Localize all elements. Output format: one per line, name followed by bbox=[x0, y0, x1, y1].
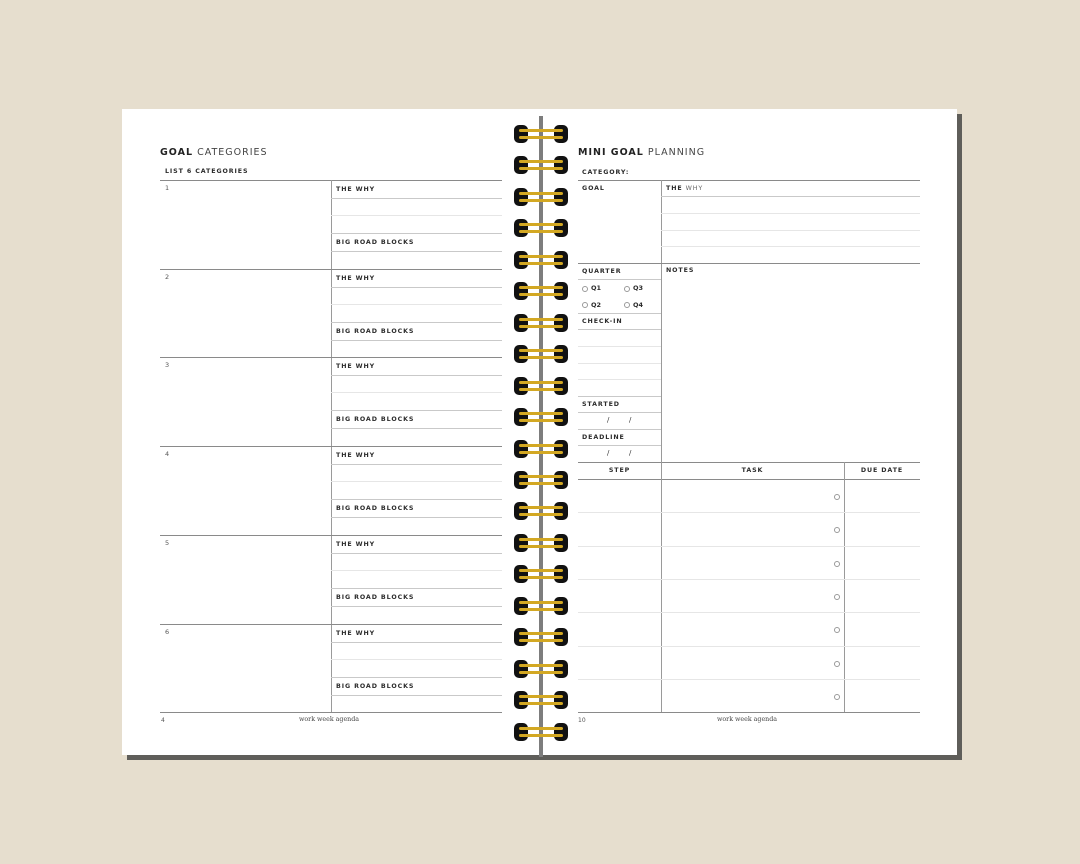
category-number: 6 bbox=[165, 628, 170, 636]
ring-wire bbox=[519, 223, 563, 226]
ring-end bbox=[554, 534, 568, 552]
roadblocks-rule bbox=[331, 588, 502, 589]
top-rule bbox=[578, 180, 920, 181]
title-light: PLANNING bbox=[647, 147, 706, 158]
why-rule bbox=[331, 375, 502, 376]
ring-end bbox=[514, 282, 528, 300]
ring-end bbox=[514, 188, 528, 206]
ring-end bbox=[514, 377, 528, 395]
ring-wire bbox=[519, 419, 563, 422]
row-line bbox=[578, 679, 920, 680]
q3-label: Q3 bbox=[633, 284, 644, 292]
q4-label: Q4 bbox=[633, 301, 644, 309]
ring-end bbox=[514, 314, 528, 332]
binding-ring bbox=[514, 156, 568, 174]
big-road-blocks-label: BIG ROAD BLOCKS bbox=[336, 328, 415, 335]
quarter-rule bbox=[578, 279, 661, 280]
why-bold: THE bbox=[666, 185, 683, 192]
binding-ring bbox=[514, 660, 568, 678]
ring-wire bbox=[519, 734, 563, 737]
ring-wire bbox=[519, 349, 563, 352]
binding-ring bbox=[514, 723, 568, 741]
checkin-line[interactable] bbox=[578, 363, 661, 364]
roadblocks-line[interactable] bbox=[331, 428, 502, 429]
why-rule bbox=[331, 553, 502, 554]
ring-wire bbox=[519, 192, 563, 195]
roadblocks-line[interactable] bbox=[331, 517, 502, 518]
deadline-label: DEADLINE bbox=[582, 434, 625, 441]
category-entry-field[interactable] bbox=[161, 181, 330, 267]
row-line bbox=[578, 646, 920, 647]
ring-end bbox=[514, 502, 528, 520]
binding-ring bbox=[514, 125, 568, 143]
binding-ring bbox=[514, 597, 568, 615]
binding-ring bbox=[514, 534, 568, 552]
ring-end bbox=[554, 502, 568, 520]
ring-wire bbox=[519, 639, 563, 642]
binding-ring bbox=[514, 565, 568, 583]
ring-end bbox=[514, 156, 528, 174]
ring-end bbox=[514, 534, 528, 552]
checkin-rule bbox=[578, 313, 661, 314]
q2-checkbox[interactable] bbox=[582, 302, 588, 308]
binding-ring bbox=[514, 188, 568, 206]
task-checkbox[interactable] bbox=[834, 661, 840, 667]
ring-wire bbox=[519, 664, 563, 667]
ring-wire bbox=[519, 671, 563, 674]
why-line[interactable] bbox=[331, 481, 502, 482]
table-bottom-rule bbox=[578, 712, 920, 713]
ring-wire bbox=[519, 451, 563, 454]
roadblocks-line[interactable] bbox=[331, 606, 502, 607]
deadline-rule bbox=[578, 445, 661, 446]
date-slash: / bbox=[607, 449, 610, 457]
ring-wire bbox=[519, 129, 563, 132]
goal-label: GOAL bbox=[582, 185, 605, 192]
started-rule bbox=[578, 396, 661, 397]
ring-end bbox=[514, 440, 528, 458]
ring-wire bbox=[519, 482, 563, 485]
ring-wire bbox=[519, 608, 563, 611]
ring-wire bbox=[519, 199, 563, 202]
roadblocks-rule bbox=[331, 322, 502, 323]
row-line bbox=[578, 546, 920, 547]
ring-end bbox=[514, 345, 528, 363]
the-why-label: THE WHY bbox=[336, 452, 376, 459]
ring-end bbox=[514, 565, 528, 583]
ring-wire bbox=[519, 388, 563, 391]
why-rule bbox=[331, 642, 502, 643]
ring-wire bbox=[519, 381, 563, 384]
why-rule bbox=[331, 198, 502, 199]
why-rule bbox=[661, 196, 920, 197]
col-due-date: DUE DATE bbox=[860, 467, 904, 474]
category-number: 3 bbox=[165, 361, 170, 369]
category-label: CATEGORY: bbox=[582, 169, 630, 176]
binding-ring bbox=[514, 282, 568, 300]
ring-end bbox=[554, 723, 568, 741]
col-step: STEP bbox=[608, 467, 631, 474]
category-number: 2 bbox=[165, 273, 170, 281]
started-rule bbox=[578, 412, 661, 413]
roadblocks-rule bbox=[331, 677, 502, 678]
binding-ring bbox=[514, 471, 568, 489]
the-why-label: THE WHY bbox=[336, 630, 376, 637]
ring-wire bbox=[519, 325, 563, 328]
q4-checkbox[interactable] bbox=[624, 302, 630, 308]
ring-wire bbox=[519, 412, 563, 415]
checkin-label: CHECK-IN bbox=[582, 318, 623, 325]
ring-end bbox=[514, 251, 528, 269]
category-entry-field[interactable] bbox=[161, 358, 330, 444]
ring-end bbox=[554, 377, 568, 395]
ring-wire bbox=[519, 262, 563, 265]
ring-end bbox=[554, 314, 568, 332]
why-line[interactable] bbox=[331, 304, 502, 305]
big-road-blocks-label: BIG ROAD BLOCKS bbox=[336, 505, 415, 512]
title-bold: MINI GOAL bbox=[578, 147, 644, 158]
q1-checkbox[interactable] bbox=[582, 286, 588, 292]
big-road-blocks-label: BIG ROAD BLOCKS bbox=[336, 594, 415, 601]
ring-end bbox=[554, 345, 568, 363]
ring-end bbox=[554, 219, 568, 237]
binding-ring bbox=[514, 314, 568, 332]
ring-wire bbox=[519, 538, 563, 541]
why-line[interactable] bbox=[331, 392, 502, 393]
quarter-label: QUARTER bbox=[582, 268, 622, 275]
ring-end bbox=[514, 597, 528, 615]
started-label: STARTED bbox=[582, 401, 620, 408]
page-number: 4 bbox=[161, 717, 165, 724]
ring-wire bbox=[519, 601, 563, 604]
category-entry-field[interactable] bbox=[161, 270, 330, 356]
ring-wire bbox=[519, 318, 563, 321]
why-rule bbox=[331, 287, 502, 288]
ring-wire bbox=[519, 695, 563, 698]
date-slash: / bbox=[607, 416, 610, 424]
big-road-blocks-label: BIG ROAD BLOCKS bbox=[336, 416, 415, 423]
table-header-rule bbox=[578, 479, 920, 480]
date-slash: / bbox=[629, 449, 632, 457]
q2-label: Q2 bbox=[591, 301, 602, 309]
bottom-rule bbox=[160, 712, 502, 713]
the-why-label: THE WHY bbox=[336, 541, 376, 548]
ring-end bbox=[554, 471, 568, 489]
category-entry-field[interactable] bbox=[161, 536, 330, 622]
ring-end bbox=[554, 565, 568, 583]
task-checkbox[interactable] bbox=[834, 694, 840, 700]
category-number: 4 bbox=[165, 450, 170, 458]
task-checkbox[interactable] bbox=[834, 561, 840, 567]
why-line[interactable] bbox=[661, 230, 920, 231]
why-rule bbox=[331, 464, 502, 465]
task-checkbox[interactable] bbox=[834, 594, 840, 600]
title-bold: GOAL bbox=[160, 147, 194, 158]
ring-wire bbox=[519, 444, 563, 447]
ring-end bbox=[514, 471, 528, 489]
task-checkbox[interactable] bbox=[834, 627, 840, 633]
ring-end bbox=[514, 408, 528, 426]
table-divider bbox=[661, 462, 662, 712]
ring-wire bbox=[519, 569, 563, 572]
right-page-title bbox=[578, 147, 705, 158]
binding-ring bbox=[514, 251, 568, 269]
category-number: 5 bbox=[165, 539, 170, 547]
ring-wire bbox=[519, 293, 563, 296]
roadblocks-rule bbox=[331, 499, 502, 500]
ring-end bbox=[554, 660, 568, 678]
row-line bbox=[578, 512, 920, 513]
the-why-label: THE WHY bbox=[336, 186, 376, 193]
why-line[interactable] bbox=[331, 215, 502, 216]
big-road-blocks-label: BIG ROAD BLOCKS bbox=[336, 239, 415, 246]
notes-label: NOTES bbox=[666, 267, 695, 274]
footer-text: work week agenda bbox=[717, 716, 778, 723]
left-column-divider bbox=[661, 180, 662, 463]
ring-end bbox=[554, 251, 568, 269]
ring-wire bbox=[519, 136, 563, 139]
roadblocks-rule bbox=[331, 410, 502, 411]
ring-wire bbox=[519, 230, 563, 233]
binding-ring bbox=[514, 628, 568, 646]
category-number: 1 bbox=[165, 184, 170, 192]
row-line bbox=[578, 579, 920, 580]
ring-wire bbox=[519, 286, 563, 289]
ring-end bbox=[554, 440, 568, 458]
the-why-label: THE WHY bbox=[336, 275, 376, 282]
roadblocks-line[interactable] bbox=[331, 695, 502, 696]
ring-wire bbox=[519, 545, 563, 548]
binding-ring bbox=[514, 408, 568, 426]
big-road-blocks-label: BIG ROAD BLOCKS bbox=[336, 683, 415, 690]
task-checkbox[interactable] bbox=[834, 494, 840, 500]
binding-ring bbox=[514, 345, 568, 363]
roadblocks-line[interactable] bbox=[331, 251, 502, 252]
q1-label: Q1 bbox=[591, 284, 602, 292]
date-slash: / bbox=[629, 416, 632, 424]
checkin-rule bbox=[578, 329, 661, 330]
ring-end bbox=[554, 408, 568, 426]
the-why-label: THE WHY bbox=[336, 363, 376, 370]
list-categories-label: LIST 6 CATEGORIES bbox=[165, 168, 249, 175]
why-line[interactable] bbox=[331, 659, 502, 660]
ring-wire bbox=[519, 702, 563, 705]
section-rule bbox=[578, 263, 920, 264]
task-checkbox[interactable] bbox=[834, 527, 840, 533]
binding-ring bbox=[514, 377, 568, 395]
ring-end bbox=[514, 628, 528, 646]
ring-end bbox=[554, 156, 568, 174]
ring-wire bbox=[519, 632, 563, 635]
binding-ring bbox=[514, 502, 568, 520]
checkin-line[interactable] bbox=[578, 346, 661, 347]
roadblocks-rule bbox=[331, 233, 502, 234]
deadline-rule bbox=[578, 429, 661, 430]
ring-end bbox=[554, 628, 568, 646]
ring-end bbox=[554, 597, 568, 615]
ring-wire bbox=[519, 255, 563, 258]
page-number: 10 bbox=[578, 717, 586, 724]
why-line[interactable] bbox=[661, 246, 920, 247]
ring-wire bbox=[519, 475, 563, 478]
why-line[interactable] bbox=[331, 570, 502, 571]
binding-ring bbox=[514, 691, 568, 709]
col-task: TASK bbox=[741, 467, 764, 474]
table-top-rule bbox=[578, 462, 920, 463]
ring-end bbox=[514, 691, 528, 709]
ring-wire bbox=[519, 576, 563, 579]
why-label bbox=[666, 185, 703, 192]
ring-end bbox=[554, 125, 568, 143]
ring-end bbox=[514, 660, 528, 678]
ring-wire bbox=[519, 160, 563, 163]
ring-end bbox=[514, 723, 528, 741]
roadblocks-line[interactable] bbox=[331, 340, 502, 341]
ring-end bbox=[514, 219, 528, 237]
ring-wire bbox=[519, 513, 563, 516]
ring-wire bbox=[519, 167, 563, 170]
ring-wire bbox=[519, 727, 563, 730]
checkin-line[interactable] bbox=[578, 379, 661, 380]
binding-ring bbox=[514, 219, 568, 237]
category-entry-field[interactable] bbox=[161, 625, 330, 711]
ring-wire bbox=[519, 356, 563, 359]
row-line bbox=[578, 612, 920, 613]
ring-end bbox=[514, 125, 528, 143]
title-light: CATEGORIES bbox=[197, 147, 268, 158]
footer-text: work week agenda bbox=[299, 716, 360, 723]
table-divider bbox=[844, 462, 845, 712]
ring-end bbox=[554, 282, 568, 300]
binding-ring bbox=[514, 440, 568, 458]
q3-checkbox[interactable] bbox=[624, 286, 630, 292]
why-line[interactable] bbox=[661, 213, 920, 214]
left-page-title bbox=[160, 147, 268, 158]
why-light: WHY bbox=[685, 185, 704, 192]
ring-wire bbox=[519, 506, 563, 509]
ring-end bbox=[554, 188, 568, 206]
ring-end bbox=[554, 691, 568, 709]
category-entry-field[interactable] bbox=[161, 447, 330, 533]
